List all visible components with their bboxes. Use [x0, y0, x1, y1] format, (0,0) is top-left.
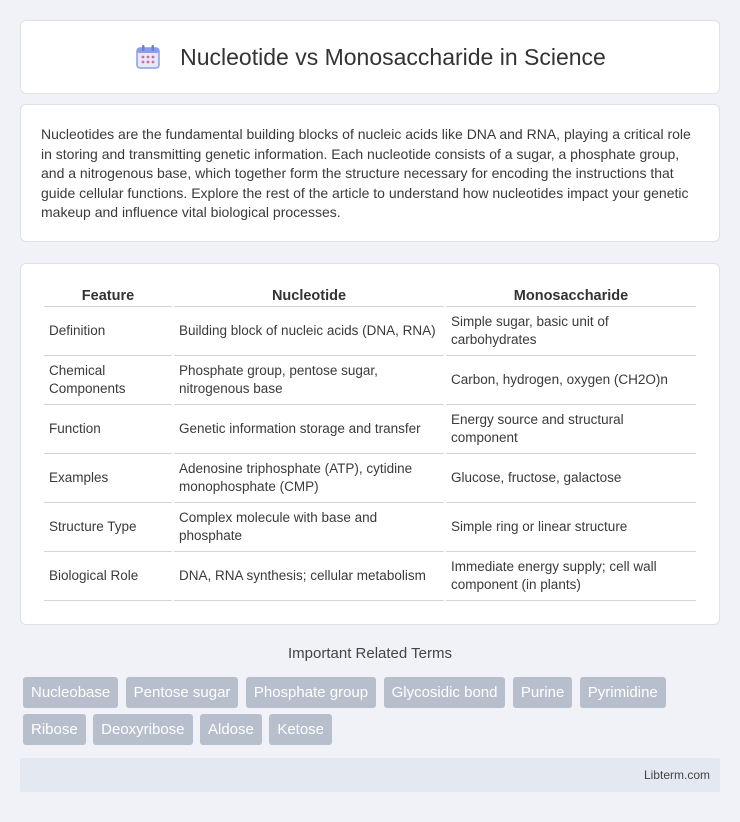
intro-paragraph: Nucleotides are the fundamental building blocks of nucleic acids like DNA and RNA, playing a critical role in storing and transmitting genetic information. Each nucleotide consists of a sugar, a phosphate group, and a nitrogenous base, which together form the structure necessary for encoding the instructions that guide cellular functions. Explore the rest of the article to understand how nucleotides impact your genetic makeup and influence vital biological processes.	[41, 126, 691, 220]
table-row	[44, 552, 696, 601]
comparison-table	[42, 284, 698, 601]
tag-nucleobase[interactable]: Nucleobase	[23, 677, 118, 708]
monosaccharide-cell: Carbon, hydrogen, oxygen (CH2O)n	[446, 356, 696, 405]
table-row	[44, 454, 696, 503]
nucleotide-cell: Adenosine triphosphate (ATP), cytidine monophosphate (CMP)	[174, 454, 444, 503]
tag-pyrimidine[interactable]: Pyrimidine	[580, 677, 666, 708]
nucleotide-cell: Genetic information storage and transfer	[174, 405, 444, 454]
footer-site-link[interactable]: Libterm.com	[643, 768, 710, 782]
feature-cell: Function	[44, 405, 172, 454]
nucleotide-cell: Complex molecule with base and phosphate	[174, 503, 444, 552]
tag-phosphate-group[interactable]: Phosphate group	[246, 677, 376, 708]
monosaccharide-cell: Glucose, fructose, galactose	[446, 454, 696, 503]
table-row	[44, 356, 696, 405]
header-feature: Feature	[44, 284, 172, 307]
monosaccharide-cell: Energy source and structural component	[446, 405, 696, 454]
table-row	[44, 503, 696, 552]
footer	[20, 758, 720, 792]
related-terms-heading: Important Related Terms	[288, 645, 452, 662]
tag-purine[interactable]: Purine	[513, 677, 572, 708]
tag-glycosidic-bond[interactable]: Glycosidic bond	[384, 677, 506, 708]
tag-pentose-sugar[interactable]: Pentose sugar	[126, 677, 239, 708]
page-title: Nucleotide vs Monosaccharide in Science	[180, 43, 606, 70]
nucleotide-cell: DNA, RNA synthesis; cellular metabolism	[174, 552, 444, 601]
intro-card	[20, 104, 720, 242]
tag-aldose[interactable]: Aldose	[200, 714, 262, 745]
monosaccharide-cell: Simple sugar, basic unit of carbohydrates	[446, 307, 696, 356]
title-card	[20, 20, 720, 94]
header-monosaccharide: Monosaccharide	[446, 284, 696, 307]
feature-cell: Examples	[44, 454, 172, 503]
tag-deoxyribose[interactable]: Deoxyribose	[93, 714, 192, 745]
comparison-table-card	[20, 263, 720, 625]
nucleotide-cell: Building block of nucleic acids (DNA, RNA)	[174, 307, 444, 356]
calendar-icon	[134, 43, 162, 71]
table-header-row	[44, 284, 696, 307]
tag-ribose[interactable]: Ribose	[23, 714, 86, 745]
feature-cell: Biological Role	[44, 552, 172, 601]
header-nucleotide: Nucleotide	[174, 284, 444, 307]
title-wrap	[134, 43, 606, 71]
feature-cell: Structure Type	[44, 503, 172, 552]
feature-cell: Definition	[44, 307, 172, 356]
related-terms-tags	[23, 677, 723, 751]
table-row	[44, 307, 696, 356]
table-row	[44, 405, 696, 454]
monosaccharide-cell: Simple ring or linear structure	[446, 503, 696, 552]
monosaccharide-cell: Immediate energy supply; cell wall component (in plants)	[446, 552, 696, 601]
feature-cell: Chemical Components	[44, 356, 172, 405]
tag-ketose[interactable]: Ketose	[269, 714, 332, 745]
nucleotide-cell: Phosphate group, pentose sugar, nitrogenous base	[174, 356, 444, 405]
